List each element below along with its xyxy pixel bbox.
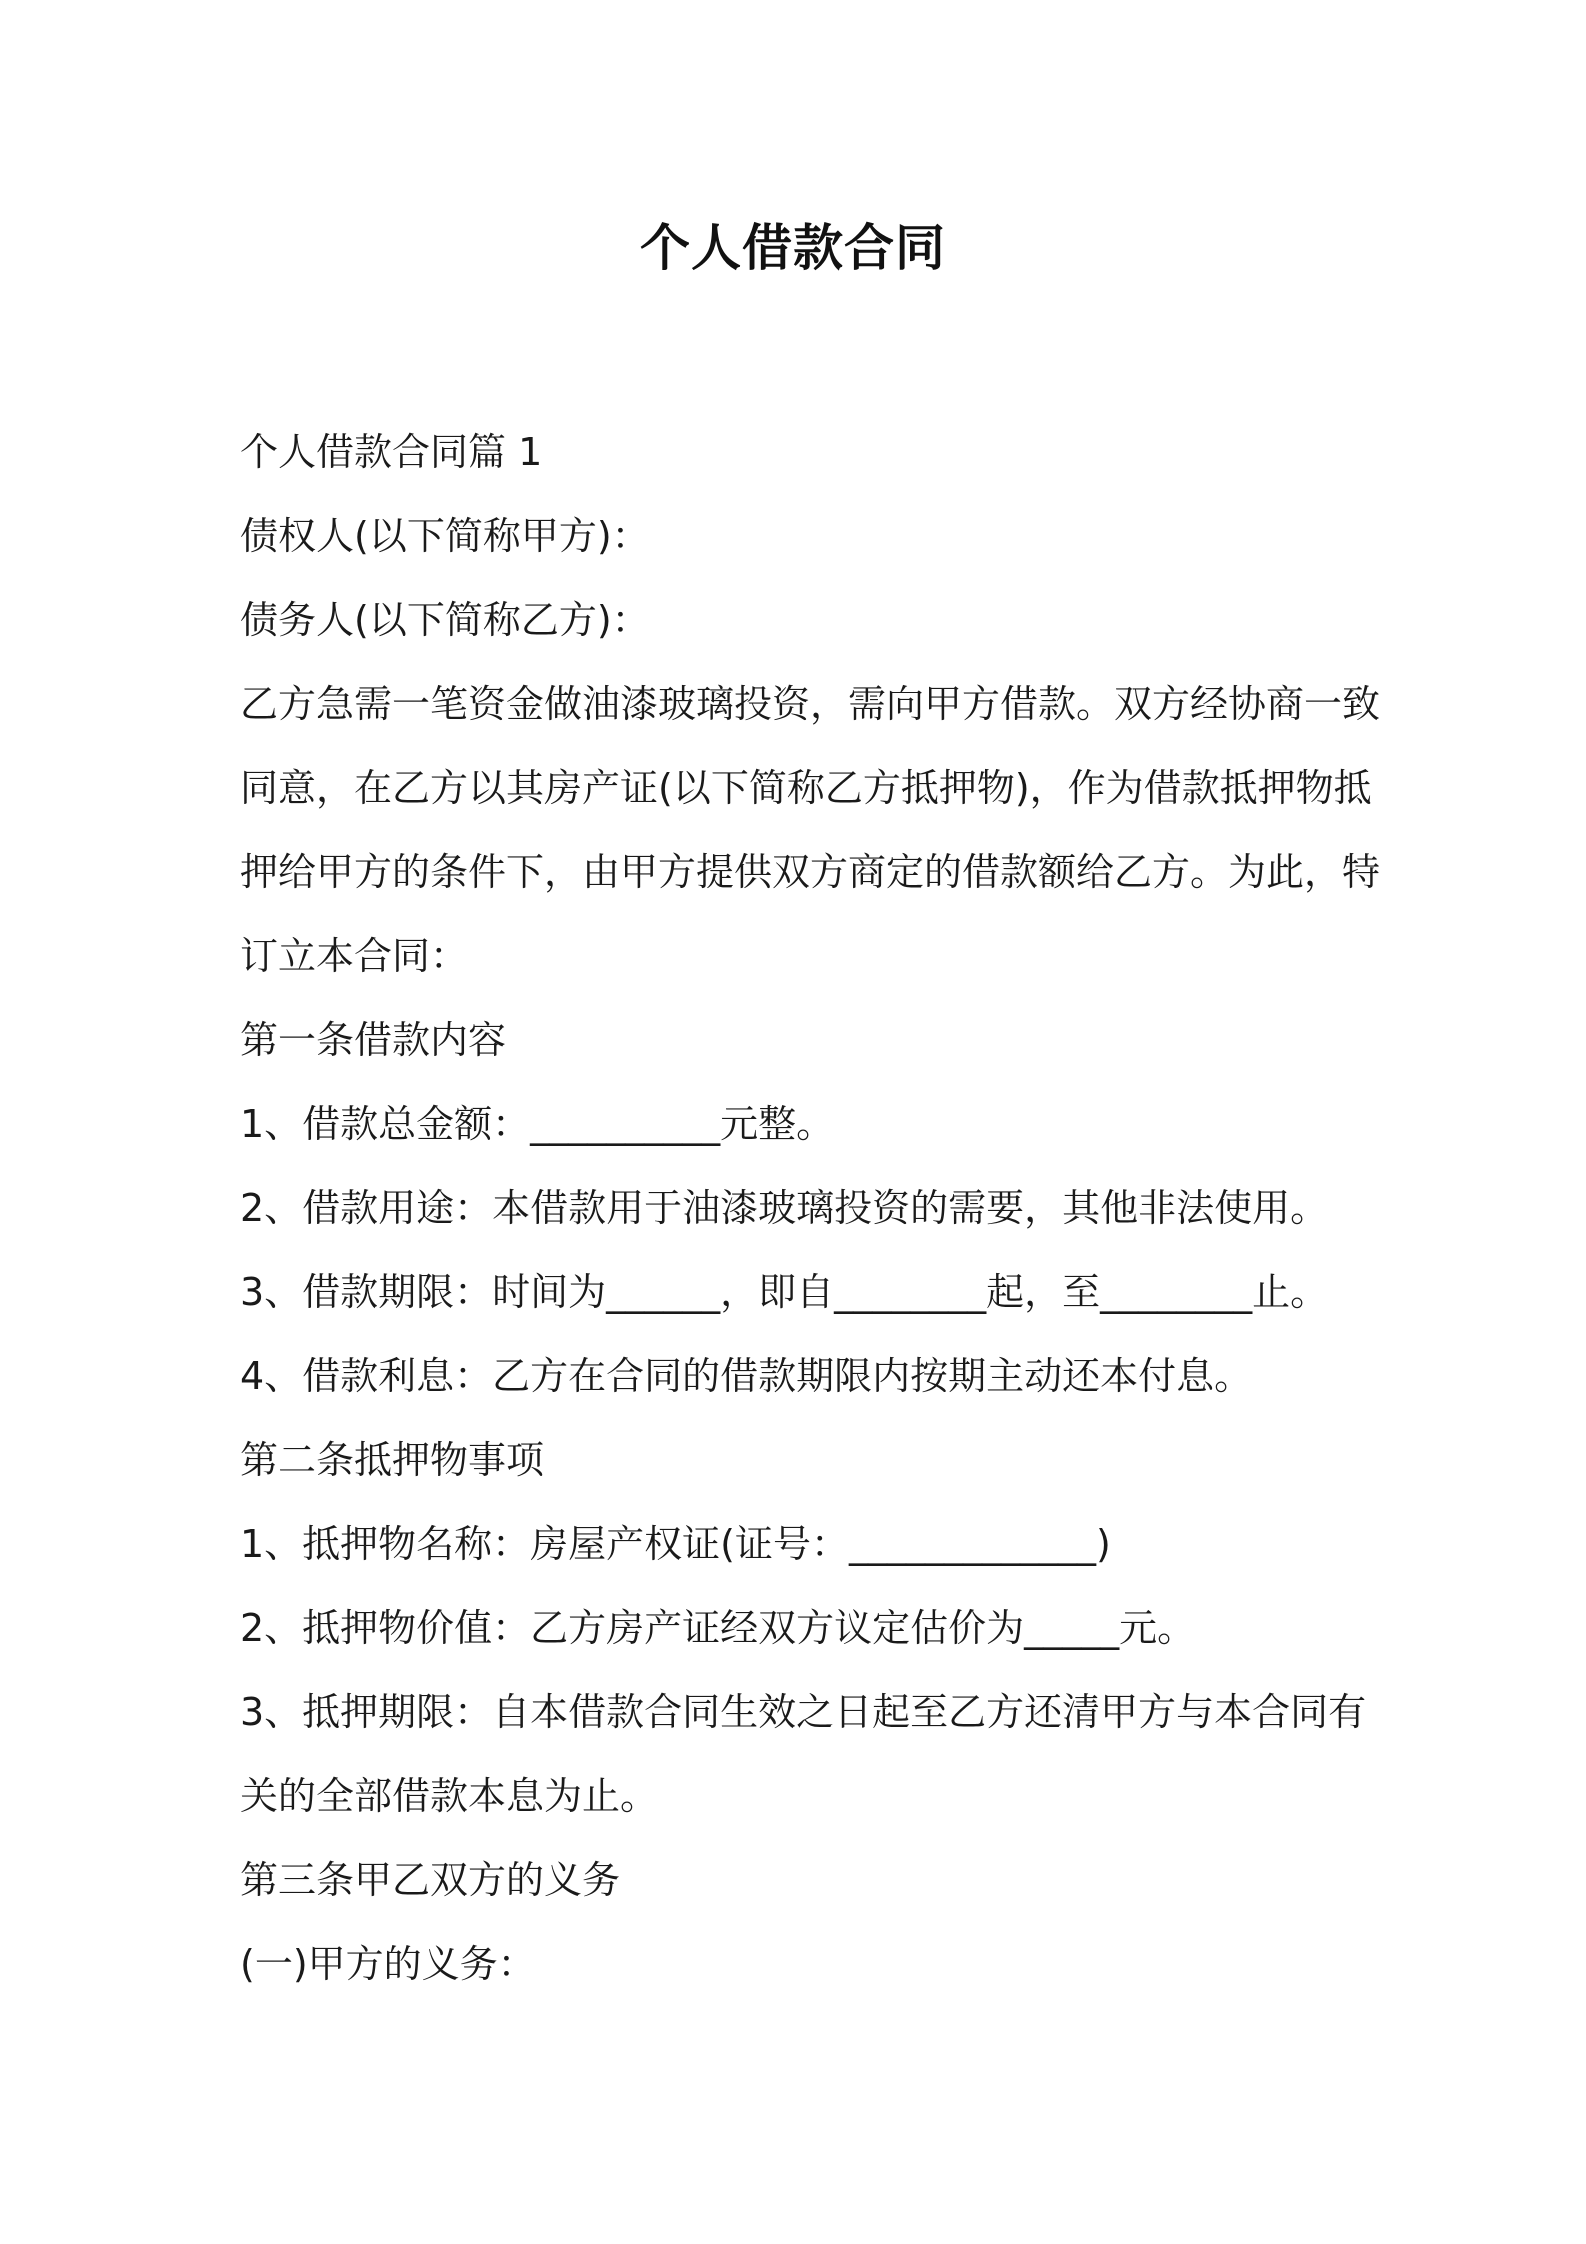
preamble-line-3: 押给甲方的条件下，由甲方提供双方商定的借款额给乙方。为此，特 — [240, 850, 1381, 894]
party-a-obligations-heading: (一)甲方的义务： — [240, 1942, 536, 1986]
clause-heading-collateral: 第二条抵押物事项 — [240, 1438, 545, 1482]
section-heading-article-1: 个人借款合同篇 1 — [240, 430, 543, 474]
loan-purpose-line: 2、借款用途：本借款用于油漆玻璃投资的需要，其他非法使用。 — [240, 1186, 1329, 1230]
preamble-line-2: 同意，在乙方以其房产证(以下简称乙方抵押物)，作为借款抵押物抵 — [240, 766, 1372, 810]
preamble-line-4: 订立本合同： — [240, 934, 469, 978]
collateral-term-line-1: 3、抵押期限：自本借款合同生效之日起至乙方还清甲方与本合同有 — [240, 1690, 1367, 1734]
loan-interest-line: 4、借款利息：乙方在合同的借款期限内按期主动还本付息。 — [240, 1354, 1253, 1398]
loan-term-line: 3、借款期限：时间为______，即自________起，至________止。 — [240, 1270, 1329, 1314]
debtor-line: 债务人(以下简称乙方)： — [240, 598, 650, 642]
preamble-line-1: 乙方急需一笔资金做油漆玻璃投资，需向甲方借款。双方经协商一致 — [240, 682, 1381, 726]
clause-heading-obligations: 第三条甲乙双方的义务 — [240, 1858, 621, 1902]
document-body — [240, 410, 1381, 2006]
collateral-term-line-2: 关的全部借款本息为止。 — [240, 1774, 659, 1818]
collateral-value-line: 2、抵押物价值：乙方房产证经双方议定估价为_____元。 — [240, 1606, 1196, 1650]
clause-heading-loan-content: 第一条借款内容 — [240, 1018, 507, 1062]
collateral-name-line: 1、抵押物名称：房屋产权证(证号：_____________) — [240, 1522, 1111, 1566]
document-title: 个人借款合同 — [640, 219, 946, 277]
creditor-line: 债权人(以下简称甲方)： — [240, 514, 650, 558]
loan-amount-line: 1、借款总金额：__________元整。 — [240, 1102, 835, 1146]
